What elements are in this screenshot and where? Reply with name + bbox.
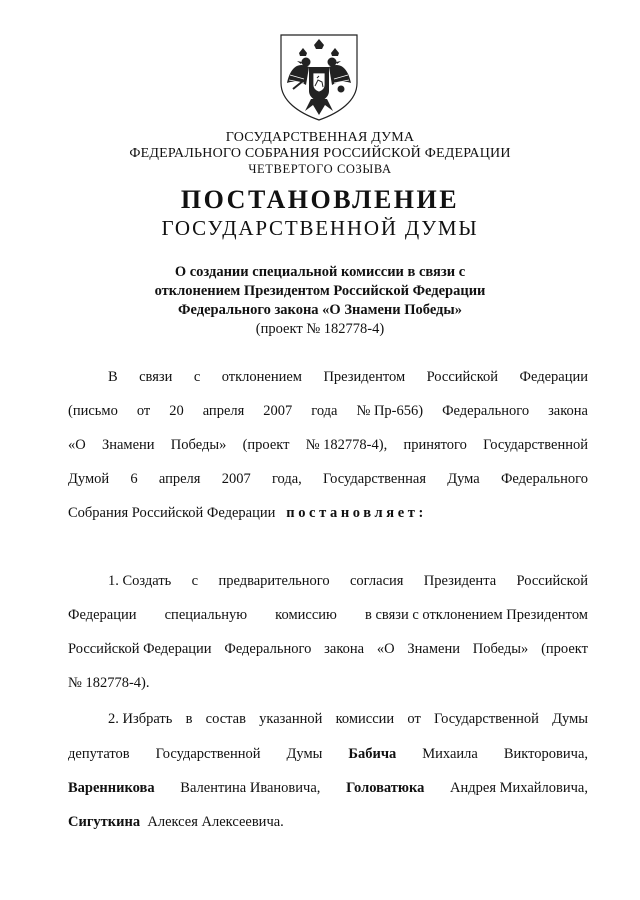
state-emblem <box>273 31 365 123</box>
item2-line-1: 2. Избрать в состав указанной комиссии от Государственной Думы <box>108 711 588 727</box>
preamble-line-2: (письмо от 20 апреля 2007 года № Пр-656) Федерального закона <box>68 403 588 419</box>
resolve-word: постановляет: <box>286 505 427 521</box>
deputy-name-sigutkin: Сигуткина <box>68 814 141 830</box>
russian-coat-of-arms-icon <box>273 31 365 123</box>
document-title: ПОСТАНОВЛЕНИЕ <box>180 185 460 214</box>
about-line-2: отклонением Президентом Российской Федерации <box>154 283 486 299</box>
about-line-3: Федерального закона «О Знамени Победы» <box>178 302 462 318</box>
header-line-2: ФЕДЕРАЛЬНОГО СОБРАНИЯ РОССИЙСКОЙ ФЕДЕРАЦИИ <box>129 146 511 161</box>
deputy-name-babich: Бабича <box>348 746 397 762</box>
about-line-1: О создании специальной комиссии в связи с <box>174 264 466 280</box>
preamble-line-1: В связи с отклонением Президентом Российской Федерации <box>108 369 588 385</box>
item2-line-2: депутатов Государственной Думы Бабича Михаила Викторовича, <box>68 746 588 762</box>
deputy-name-varennikov: Варенникова <box>68 780 155 796</box>
deputy-name-golovatyuk: Головатюка <box>346 780 425 796</box>
preamble-line-4: Думой 6 апреля 2007 года, Государственная Дума Федерального <box>68 471 588 487</box>
preamble-line-5: Собрания Российской Федерации постановляет: <box>68 505 427 521</box>
header-line-1: ГОСУДАРСТВЕННАЯ ДУМА <box>225 130 415 145</box>
item1-line-4: № 182778-4). <box>68 675 150 691</box>
item2-line-4: Сигуткина Алексея Алексеевича. <box>68 814 284 830</box>
item1-line-3: Российской Федерации Федерального закона «О Знамени Победы» (проект <box>68 641 588 657</box>
item1-line-2: Федерации специальную комиссию в связи с отклонением Президентом <box>68 607 588 623</box>
item2-line-3: Варенникова Валентина Ивановича, Головатюка Андрея Михайловича, <box>68 780 588 796</box>
preamble-line-3: «О Знамени Победы» (проект № 182778-4), принятого Государственной <box>68 437 588 453</box>
about-line-4: (проект № 182778-4) <box>255 321 385 337</box>
document-subtitle: ГОСУДАРСТВЕННОЙ ДУМЫ <box>161 216 479 240</box>
header-line-3: ЧЕТВЕРТОГО СОЗЫВА <box>248 162 392 176</box>
item1-line-1: 1. Создать с предварительного согласия Президента Российской <box>108 573 588 589</box>
